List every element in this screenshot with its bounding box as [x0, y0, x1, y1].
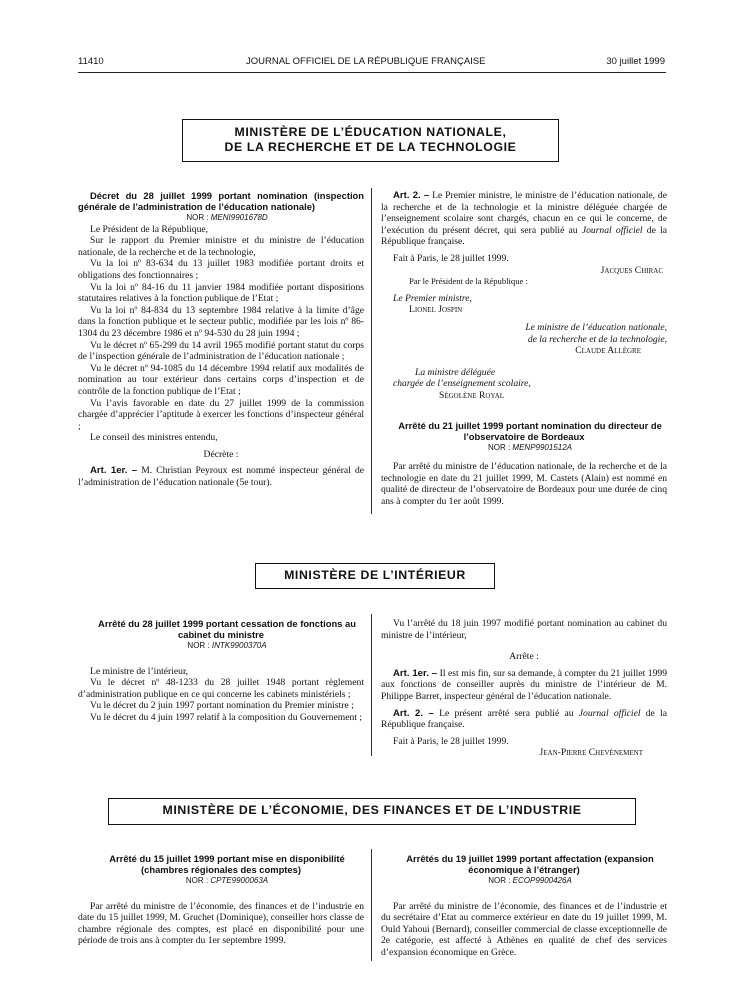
economie-column-left [78, 853, 364, 947]
signature-president: Jacques Chirac [600, 264, 663, 276]
decree-column-left [78, 190, 364, 489]
arrete-cabinet-nor: NOR : INTK9900370A [187, 641, 267, 650]
minister-title-line1: Le ministre de l’éducation nationale, [525, 321, 667, 333]
minister-name: Claude Allègre [575, 345, 641, 357]
minister-title-line2: de la recherche et de la technologie, [527, 333, 667, 345]
delegate-name: Ségolène Royal [439, 389, 505, 401]
par-le-president: Par le Président de la République : [409, 276, 528, 287]
decree-nor: NOR : MENI9901678D [186, 213, 268, 222]
arrete-disponibilite-nor: NOR : CPTE9900063A [185, 876, 269, 885]
column-divider [371, 849, 372, 961]
arrete-disponibilite-text: Par arrêté du ministre de l’économie, des finances et de l’industrie en date du 15 juillet 1999, M. Gruchet (Dominique), conseiller hors classe de chambre régionale des comptes, est placé en disponibilité pour une période de trois ans à compter du 1er septembre 1999. [78, 900, 364, 947]
decree-article-2: Art. 2. – Le Premier ministre, le ministre de l’éducation nationale, de la recherche et de la technologie et la ministre déléguée chargée de l’enseignement scolaire sont chargés, chacun en ce qui le concerne, de l’exécution du présent décret, qui sera publié au Journal officiel de la République française. [381, 190, 667, 248]
delegate-title-line2: chargée de l’enseignement scolaire, [393, 378, 531, 390]
decree-visa: Vu l’avis favorable en date du 27 juillet 1999 de la commission chargée d’apprécier l’aptitude à exercer les fonctions d’inspecteur général ; [78, 397, 364, 432]
ministry-heading-education [182, 119, 559, 162]
arrete-disponibilite-title: Arrêté du 15 juillet 1999 portant mise en disponibilité (chambres régionales des comptes) [109, 853, 345, 875]
decree-intro: Le Président de la République, [90, 223, 209, 235]
arrete-cabinet-visa: Vu l’arrêté du 18 juin 1997 modifié portant nomination au cabinet du ministre de l’intérieur, [381, 618, 667, 641]
interieur-column-left [78, 618, 364, 724]
ministry-heading-economie [108, 798, 636, 825]
decree-visa: Vu la loi nº 84-16 du 11 janvier 1984 modifiée portant dispositions statutaires relatives à la fonction publique de l’Etat ; [78, 281, 364, 305]
decree-fait: Fait à Paris, le 28 juillet 1999. [393, 252, 509, 264]
ministry-heading-line1: MINISTÈRE DE L’INTÉRIEUR [284, 568, 466, 582]
ministry-heading-line1: MINISTÈRE DE L’ÉDUCATION NATIONALE, [234, 125, 507, 139]
decree-column-right [381, 190, 667, 507]
decree-visa: Sur le rapport du Premier ministre et du ministre de l’éducation nationale, de la recherche et de la technologie, [78, 235, 364, 258]
pm-name: Lionel Jospin [409, 304, 463, 316]
ministry-heading-line2: DE LA RECHERCHE ET DE LA TECHNOLOGIE [224, 140, 517, 154]
column-divider [371, 188, 372, 514]
arrete-bordeaux-title: Arrêté du 21 juillet 1999 portant nomination du directeur de l’observatoire de Bordeaux [398, 419, 662, 442]
arrete-bordeaux-text: Par arrêté du ministre de l’éducation nationale, de la recherche et de la technologie en date du 21 juillet 1999, M. Castets (Alain) est nommé en qualité de directeur de l’observatoire de Bordeaux pour une durée de cinq ans à compter du 1er août 1999. [381, 461, 667, 507]
decree-title: Décret du 28 juillet 1999 portant nomination (inspection générale de l’administration de l’éducation nationale) [78, 190, 364, 212]
decree-decrete: Décrète : [203, 448, 239, 460]
arrete-cabinet-fait: Fait à Paris, le 28 juillet 1999. [393, 735, 509, 747]
journal-title: JOURNAL OFFICIEL DE LA RÉPUBLIQUE FRANÇAISE [246, 56, 486, 67]
delegate-title-line1: La ministre déléguée [415, 366, 496, 378]
column-divider [371, 614, 372, 756]
issue-date: 30 juillet 1999 [606, 56, 665, 67]
arrete-cabinet-visa: Vu le décret nº 48-1233 du 28 juillet 1948 portant règlement d’administration publique en ce qui concerne les cabinets ministériels ; [78, 677, 364, 700]
ministry-heading-line1: MINISTÈRE DE L’ÉCONOMIE, DES FINANCES ET DE L’INDUSTRIE [162, 803, 582, 817]
arrete-cabinet-article-2: Art. 2. – Le présent arrêté sera publié au Journal officiel de la République française. [381, 707, 667, 731]
arrete-cabinet-visa: Vu le décret du 4 juin 1997 relatif à la composition du Gouvernement ; [90, 711, 362, 723]
arrete-cabinet-article-1: Art. 1er. – Il est mis fin, sur sa demande, à compter du 21 juillet 1999 aux fonctions de conseiller auprès du ministre de l’intérieur de M. Philippe Barret, inspecteur général de l’éducation nationale. [381, 667, 667, 702]
arrete-bordeaux-nor: NOR : MENP9901512A [487, 442, 573, 452]
decree-visa: Vu la loi nº 84-834 du 13 septembre 1984 relative à la limite d’âge dans la fonction publique et le secteur public, modifiée par les lois nº 86-1304 du 23 décembre 1986 et nº 94-530 du 28 juin 1994 ; [78, 304, 364, 339]
decree-visa: Le conseil des ministres entendu, [90, 432, 218, 444]
header-rule [78, 72, 666, 73]
decree-visa: Vu le décret nº 65-299 du 14 avril 1965 modifié portant statut du corps de l’inspection générale de l’administration de l’éducation nationale ; [78, 339, 364, 363]
arrete-cabinet-visa: Vu le décret du 2 juin 1997 portant nomination du Premier ministre ; [90, 700, 354, 712]
arrete-cabinet-title: Arrêté du 28 juillet 1999 portant cessation de fonctions au cabinet du ministre [98, 618, 356, 640]
arrete-affectation-title: Arrêtés du 19 juillet 1999 portant affectation (expansion économique à l’étranger) [406, 853, 654, 875]
pm-title: Le Premier ministre, [393, 292, 472, 304]
decree-visa: Vu le décret nº 94-1085 du 14 décembre 1994 relatif aux modalités de nomination au tour extérieur dans certains corps d’inspection et de contrôle de la fonction publique de l’Etat ; [78, 362, 364, 397]
decree-visa: Vu la loi nº 83-634 du 13 juillet 1983 modifiée portant droits et obligations des fonctionnaires ; [78, 258, 364, 281]
interieur-column-right [381, 618, 667, 759]
page-number: 11410 [78, 56, 104, 67]
arrete-affectation-text: Par arrêté du ministre de l’économie, des finances et de l’industrie et du secrétaire d’Etat au commerce extérieur en date du 19 juillet 1999, M. Ould Yahoui (Bernard), conseiller commercial de classe exceptionnelle de 2e catégorie, est affecté à Athènes en qualité de chef des services d’expansion économique en Grèce. [381, 900, 667, 958]
ministry-heading-interieur [255, 563, 495, 589]
decree-article-1: Art. 1er. – M. Christian Peyroux est nommé inspecteur général de l’administration de l’éducation nationale (5e tour). [78, 465, 364, 489]
signature-minister-interieur: Jean-Pierre Chevènement [539, 747, 643, 759]
arrete-cabinet-arrete: Arrête : [509, 651, 539, 663]
economie-column-right [381, 853, 667, 959]
arrete-cabinet-intro: Le ministre de l’intérieur, [90, 665, 189, 677]
arrete-affectation-nor: NOR : ECOP9900426A [488, 876, 572, 885]
